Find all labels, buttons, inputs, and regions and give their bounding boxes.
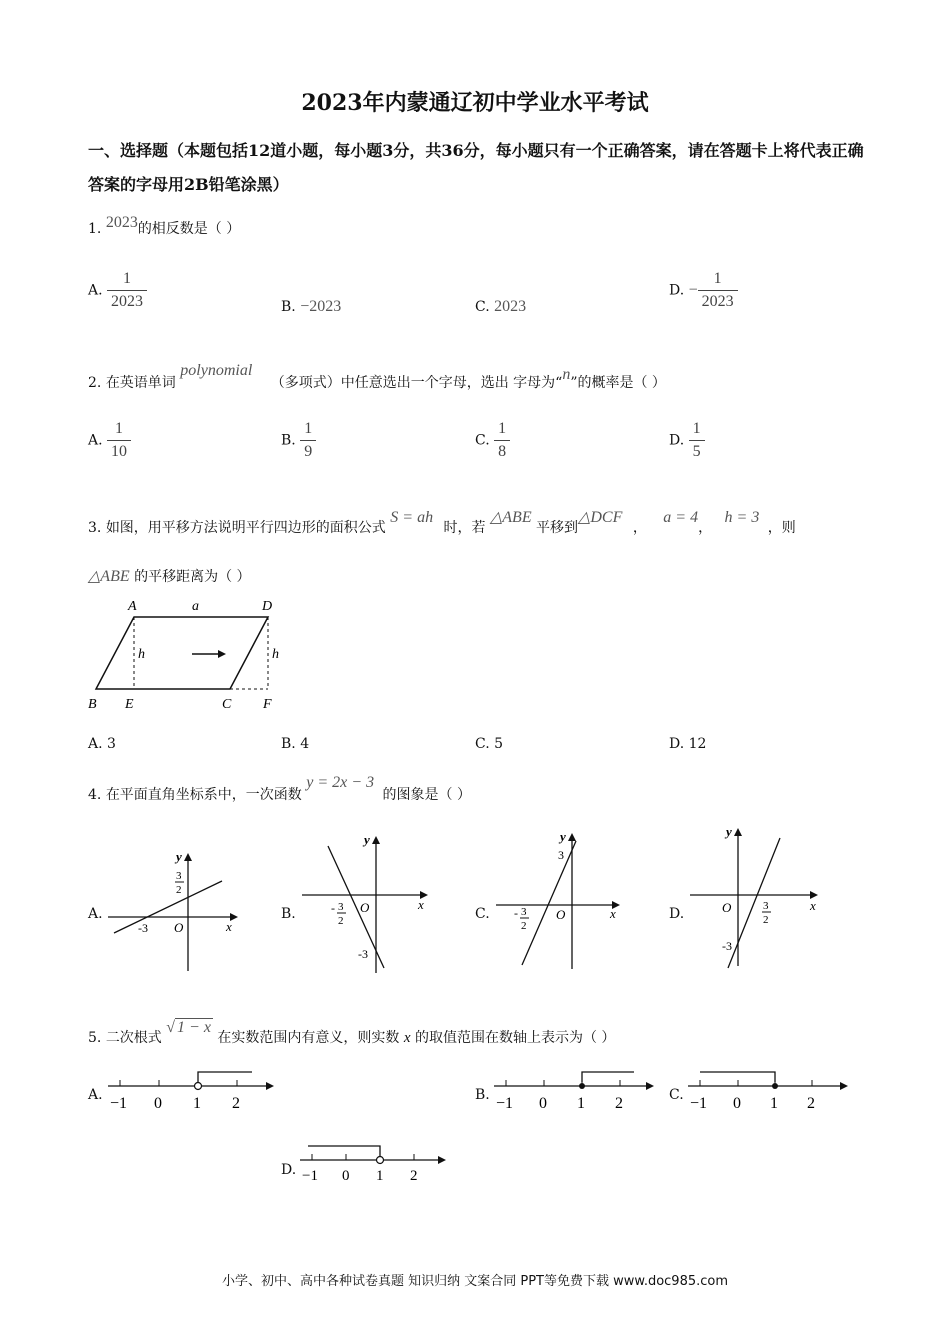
- side-a-label: a: [192, 599, 199, 614]
- svg-text:−1: −1: [496, 1095, 514, 1112]
- page-title: 2023年内蒙通辽初中学业水平考试: [301, 90, 649, 116]
- q2-option-a[interactable]: A. $\frac{1}{10}$: [88, 420, 131, 461]
- svg-text:y: y: [560, 829, 566, 844]
- svg-text:−1: −1: [690, 1095, 708, 1112]
- svg-text:x: x: [610, 906, 616, 921]
- q2-option-c[interactable]: C. $\frac{1}{8}$: [475, 420, 510, 461]
- q1-option-b[interactable]: B. −2023: [281, 298, 342, 315]
- q5-number-line-d[interactable]: [298, 1142, 453, 1188]
- q2-word: polynomial: [180, 362, 253, 379]
- parallelogram-figure: [80, 592, 290, 717]
- q1-option-a[interactable]: A. $\frac{1}{2023}$: [88, 270, 147, 311]
- svg-text:1: 1: [577, 1095, 585, 1112]
- height-label: h: [272, 647, 279, 662]
- q4-graph-c[interactable]: [492, 825, 632, 973]
- svg-text:0: 0: [539, 1095, 547, 1112]
- question-2: 2. 在英语单词 polynomial （多项式）中任意选出一个字母，选出 字母为“n”的概率是（ ）: [88, 362, 666, 391]
- q4-option-b-label[interactable]: B.: [281, 906, 296, 922]
- svg-text:O: O: [556, 907, 566, 922]
- question-1: [88, 214, 241, 238]
- svg-text:−1: −1: [110, 1095, 128, 1112]
- open-point: [195, 1083, 202, 1090]
- q3-option-a[interactable]: A. 3: [88, 736, 116, 752]
- svg-text:2: 2: [176, 884, 182, 896]
- svg-text:x: x: [226, 919, 232, 934]
- svg-text:2: 2: [338, 915, 344, 927]
- q1-expression: 2023: [105, 214, 138, 231]
- q3-option-b[interactable]: B. 4: [281, 736, 310, 752]
- vertex-a-label: A: [128, 599, 137, 614]
- svg-text:-: -: [331, 901, 335, 915]
- footer-banner: 小学、初中、高中各种试卷真题 知识归纳 文案合同 PPT等免费下载 www.doc985.com: [221, 1274, 729, 1289]
- fraction: $\frac{1}{10}$: [107, 420, 131, 461]
- area-formula: S = ah: [390, 509, 434, 526]
- fraction: $\frac{1}{2023}$: [698, 270, 738, 311]
- svg-text:2: 2: [763, 914, 769, 926]
- open-point: [377, 1157, 384, 1164]
- svg-text:y: y: [176, 849, 182, 864]
- svg-text:3: 3: [763, 900, 769, 912]
- svg-text:0: 0: [342, 1168, 350, 1184]
- svg-text:3: 3: [521, 906, 527, 918]
- vertex-f-label: F: [263, 697, 272, 712]
- vertex-b-label: B: [88, 697, 97, 712]
- svg-text:2: 2: [807, 1095, 815, 1112]
- q2-option-d[interactable]: D. $\frac{1}{5}$: [669, 420, 705, 461]
- section-heading: 一、选择题（本题包括12道小题，每小题3分，共36分，每小题只有一个正确答案，请在答题卡上将代表正确答案的字母用2B铅笔涂黑）: [88, 141, 864, 194]
- svg-text:O: O: [360, 900, 370, 915]
- question-3: 3. 如图，用平移方法说明平行四边形的面积公式 S = ah 时，若 △ABE 平移到△DCF ， a = 4， h = 3 ，则: [88, 509, 796, 536]
- fraction: $\frac{1}{5}$: [689, 420, 705, 461]
- q4-graph-a[interactable]: [104, 845, 244, 975]
- q5-option-d[interactable]: D.: [281, 1162, 297, 1178]
- vertex-e-label: E: [125, 697, 134, 712]
- fraction: $\frac{1}{2023}$: [107, 270, 147, 311]
- question-4: 4. 在平面直角坐标系中，一次函数 y = 2x − 3 的图象是（ ）: [88, 774, 471, 803]
- linear-function: y = 2x − 3: [306, 774, 375, 791]
- q5-option-b[interactable]: B.: [475, 1087, 490, 1103]
- question-number: 1.: [88, 221, 102, 237]
- svg-text:y: y: [726, 824, 732, 839]
- svg-text:3: 3: [558, 848, 564, 862]
- q5-number-line-b[interactable]: [490, 1068, 660, 1116]
- svg-text:-3: -3: [722, 939, 732, 953]
- svg-text:x: x: [418, 897, 424, 912]
- svg-text:1: 1: [193, 1095, 201, 1112]
- svg-text:2: 2: [232, 1095, 240, 1112]
- q1-option-c[interactable]: C. 2023: [475, 298, 527, 315]
- arrow-icon: [218, 650, 226, 658]
- q5-number-line-a[interactable]: [104, 1068, 279, 1116]
- q3-option-c[interactable]: C. 5: [475, 736, 504, 752]
- svg-text:−1: −1: [302, 1168, 318, 1184]
- svg-text:2: 2: [521, 920, 527, 932]
- q4-option-d-label[interactable]: D.: [669, 906, 685, 922]
- q4-graph-d[interactable]: [688, 820, 828, 970]
- q4-option-c-label[interactable]: C.: [475, 906, 490, 922]
- fraction: $\frac{1}{9}$: [300, 420, 316, 461]
- svg-text:1: 1: [376, 1168, 384, 1184]
- vertex-d-label: D: [262, 599, 273, 614]
- q3-option-d[interactable]: D. 12: [669, 736, 707, 752]
- svg-text:0: 0: [154, 1095, 162, 1112]
- svg-text:0: 0: [733, 1095, 741, 1112]
- svg-text:-3: -3: [358, 947, 368, 961]
- square-root: √ 1 − x: [166, 1019, 211, 1036]
- svg-text:y: y: [364, 832, 370, 847]
- q2-option-b[interactable]: B. $\frac{1}{9}$: [281, 420, 316, 461]
- closed-point: [579, 1083, 585, 1089]
- svg-text:O: O: [174, 920, 184, 935]
- question-5: 5. 二次根式 √ 1 − x 在实数范围内有意义，则实数 x 的取值范围在数轴上表示为（ ）: [88, 1019, 616, 1046]
- svg-text:-: -: [514, 906, 518, 920]
- fraction: $\frac{1}{8}$: [494, 420, 510, 461]
- q5-option-c[interactable]: C.: [669, 1087, 684, 1103]
- height-label: h: [138, 647, 145, 662]
- vertex-c-label: C: [222, 697, 232, 712]
- svg-text:3: 3: [176, 870, 182, 882]
- svg-text:-3: -3: [138, 921, 148, 935]
- q5-option-a[interactable]: A.: [88, 1087, 103, 1103]
- svg-text:2: 2: [410, 1168, 418, 1184]
- svg-text:3: 3: [338, 901, 344, 913]
- svg-text:x: x: [810, 898, 816, 913]
- svg-text:2: 2: [615, 1095, 623, 1112]
- q4-option-a-label[interactable]: A.: [88, 906, 103, 922]
- svg-text:1: 1: [770, 1095, 778, 1112]
- q4-graph-b[interactable]: [296, 828, 436, 978]
- q1-option-d[interactable]: D. − $\frac{1}{2023}$: [669, 270, 738, 311]
- question-3-line2: △ABE 的平移距离为（ ）: [88, 568, 251, 585]
- closed-point: [772, 1083, 778, 1089]
- q5-number-line-c[interactable]: [684, 1068, 854, 1116]
- q1-text: 的相反数是（ ）: [137, 221, 241, 237]
- svg-text:O: O: [722, 900, 732, 915]
